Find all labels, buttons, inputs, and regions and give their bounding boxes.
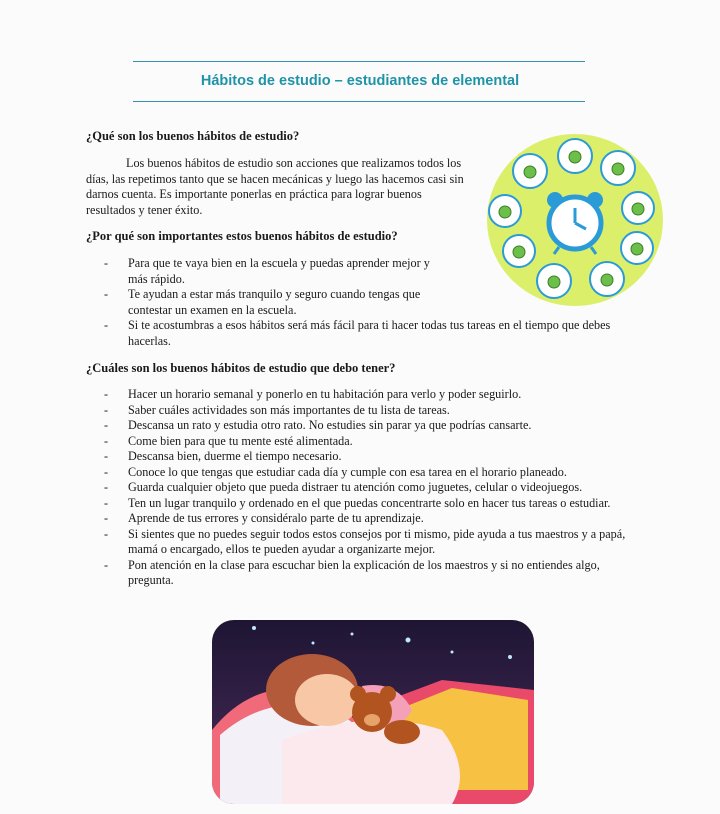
list-which-habits	[86, 387, 638, 589]
list-item: - Aprende de tus errores y considéralo parte de tu aprendizaje.	[104, 511, 424, 525]
title-rule-top	[133, 61, 585, 62]
list-item: - Te ayudan a estar más tranquilo y seguro cuando tengas que contestar un examen en la escuela.	[104, 287, 421, 317]
list-item: - Si sientes que no puedes seguir todos estos consejos por ti mismo, pide ayuda a tus maestros y a papá, mamá o encargado, ellos te pueden ayudar a organizarte mejor.	[104, 526, 626, 556]
list-item: - Come bien para que tu mente esté alimentada.	[104, 433, 353, 448]
title-rule-bottom	[133, 101, 585, 102]
heading-what-are-habits: ¿Qué son los buenos hábitos de estudio?	[86, 129, 300, 143]
heading-why-important: ¿Por qué son importantes estos buenos hábitos de estudio?	[86, 229, 398, 243]
list-item: - Guarda cualquier objeto que pueda distraer tu atención como juguetes, celular o videojuegos.	[104, 480, 583, 494]
list-item: - Conoce lo que tengas que estudiar cada día y cumple con esa tarea en el horario planeado.	[104, 464, 567, 479]
list-item: - Si te acostumbras a esos hábitos será más fácil para ti hacer todas tus tareas en el tiempo que debes hacerlas.	[104, 318, 611, 348]
daily-routine-clock-illustration	[485, 133, 665, 308]
sleeping-child-illustration	[212, 620, 534, 804]
paragraph-definition	[86, 156, 468, 218]
list-item: - Saber cuáles actividades son más importantes de tu lista de tareas.	[104, 402, 450, 417]
paragraph-text: Los buenos hábitos de estudio son acciones que realizamos todos los días, las repetimos tanto que se hacen mecánicas y luego las hacemos casi sin darnos cuenta. Es importante ponerlas en práctica para lograr buenos resultados y tener éxito.	[86, 156, 464, 217]
page-title: Hábitos de estudio – estudiantes de elemental	[200, 73, 520, 89]
list-item: - Descansa bien, duerme el tiempo necesario.	[104, 449, 342, 463]
sheet	[282, 720, 460, 804]
face	[295, 674, 359, 726]
heading-which-habits: ¿Cuáles son los buenos hábitos de estudio que debo tener?	[86, 361, 396, 375]
list-item: - Hacer un horario semanal y ponerlo en tu habitación para verlo y poder seguirlo.	[104, 387, 522, 401]
list-item: - Pon atención en la clase para escuchar bien la explicación de los maestros y si no entiendes algo, pregunta.	[104, 557, 600, 587]
list-item: - Para que te vaya bien en la escuela y puedas aprender mejor y más rápido.	[104, 256, 430, 286]
list-item: - Ten un lugar tranquilo y ordenado en el que puedas concentrarte solo en hacer tus tareas o estudiar.	[104, 495, 611, 510]
list-item: - Descansa un rato y estudia otro rato. No estudies sin parar ya que podrías cansarte.	[104, 418, 532, 432]
